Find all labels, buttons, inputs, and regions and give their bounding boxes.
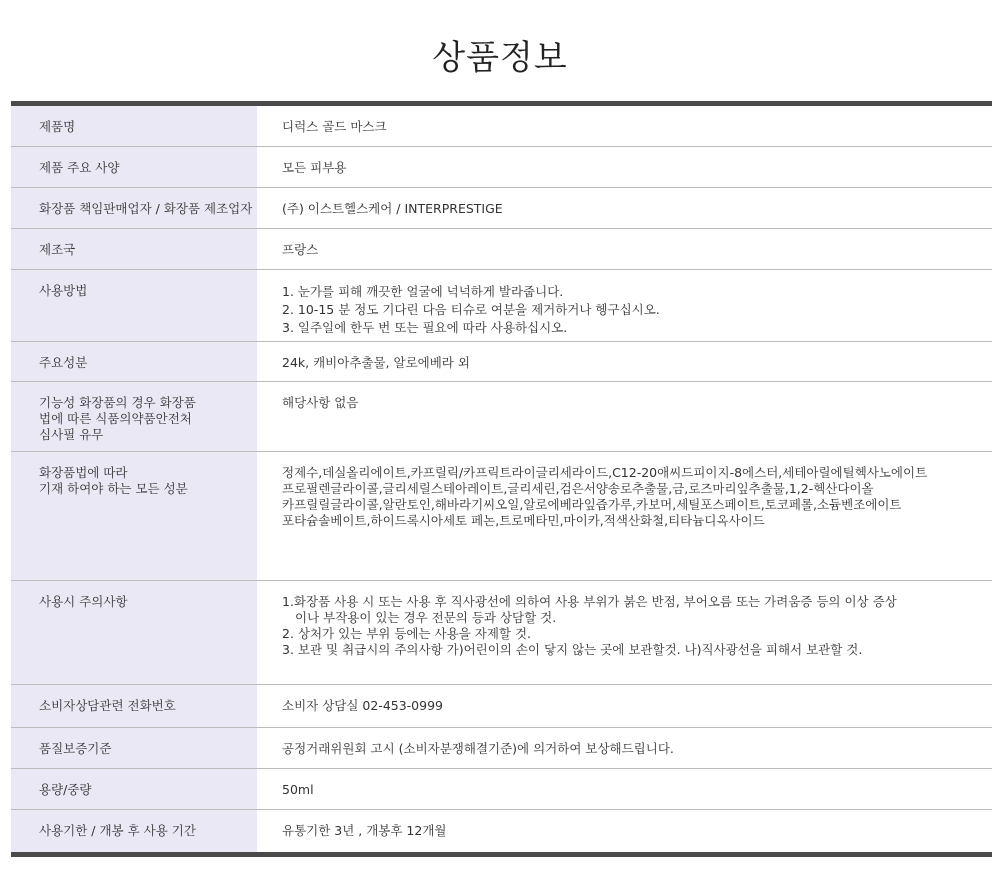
row-label: 소비자상담관련 전화번호 (11, 685, 257, 727)
row-value: 1.화장품 사용 시 또는 사용 후 직사광선에 의하여 사용 부위가 붉은 반점, 부어오름 또는 가려움증 등의 이상 증상 이나 부작용이 있는 경우 전문의 등과 상담할 것. 2. 상처가 있는 부위 등에는 사용을 자제할 것. 3. 보관 및 취급시의 주의사항 가)어린이의 손이 닿지 않는 곳에 보관할것. 나)직사광선을 피해서 보관할 것. (282, 594, 897, 657)
row-volume (11, 769, 992, 810)
row-value: 해당사항 없음 (282, 395, 359, 410)
row-value: 유통기한 3년 , 개봉후 12개월 (282, 823, 447, 838)
row-functional-cosmetic (11, 382, 992, 452)
row-label: 사용시 주의사항 (11, 581, 257, 684)
row-product-name (11, 106, 992, 147)
row-label: 사용기한 / 개봉 후 사용 기간 (11, 810, 257, 852)
row-label: 품질보증기준 (11, 728, 257, 768)
product-info-table (11, 101, 992, 857)
row-value: (주) 이스트헬스케어 / INTERPRESTIGE (282, 201, 503, 216)
row-label: 용량/중량 (11, 769, 257, 809)
row-precautions (11, 581, 992, 685)
row-value: 모든 피부용 (282, 160, 347, 175)
row-label: 제품 주요 사양 (11, 147, 257, 187)
row-label: 화장품 책임판매업자 / 화장품 제조업자 (11, 188, 257, 228)
row-label: 화장품법에 따라 기재 하여야 하는 모든 성분 (11, 452, 257, 580)
row-value: 공정거래위원회 고시 (소비자분쟁해결기준)에 의거하여 보상해드립니다. (282, 741, 674, 756)
row-usage (11, 270, 992, 342)
row-spec (11, 147, 992, 188)
row-phone (11, 685, 992, 728)
row-value: 디럭스 골드 마스크 (282, 119, 387, 134)
row-label: 사용방법 (11, 270, 257, 341)
page-title: 상품정보 (432, 38, 568, 78)
row-label: 제품명 (11, 106, 257, 146)
row-value: 50ml (282, 782, 314, 797)
row-country (11, 229, 992, 270)
row-value: 정제수,데실올리에이트,카프릴릭/카프릭트라이글리세라이드,C12-20애씨드피이지-8에스터,세테아릴에틸헥사노에이트 프로필렌글라이콜,글리세릴스테아레이트,글리세린,검은서양송로추출물,금,로즈마리잎추출물,1,2-헥산다이올 카프릴릴글라이콜,알란토인,해바라기씨오일,알로에베라잎즙가루,카보머,세틸포스페이트,토코페롤,소듐벤조에이트 포타슘솔베이트,하이드록시아세토 페논,트로메타민,마이카,적색산화철,티타늄디옥사이드 (282, 465, 928, 528)
row-manufacturer (11, 188, 992, 229)
row-expiry (11, 810, 992, 852)
row-label: 주요성분 (11, 342, 257, 381)
row-value: 24k, 캐비아추출물, 알로에베라 외 (282, 355, 470, 370)
row-value: 프랑스 (282, 242, 319, 257)
row-label: 제조국 (11, 229, 257, 269)
row-value: 1. 눈가를 피해 깨끗한 얼굴에 넉넉하게 발라줍니다. 2. 10-15 분 정도 기다린 다음 티슈로 여분을 제거하거나 헹구십시오. 3. 일주일에 한두 번 또는 필요에 따라 사용하십시오. (282, 284, 660, 335)
row-quality-standard (11, 728, 992, 769)
row-label: 기능성 화장품의 경우 화장품 법에 따른 식품의약품안전처 심사필 유무 (11, 382, 257, 451)
row-main-ingredients (11, 342, 992, 382)
row-value: 소비자 상담실 02-453-0999 (282, 698, 443, 713)
row-all-ingredients (11, 452, 992, 581)
